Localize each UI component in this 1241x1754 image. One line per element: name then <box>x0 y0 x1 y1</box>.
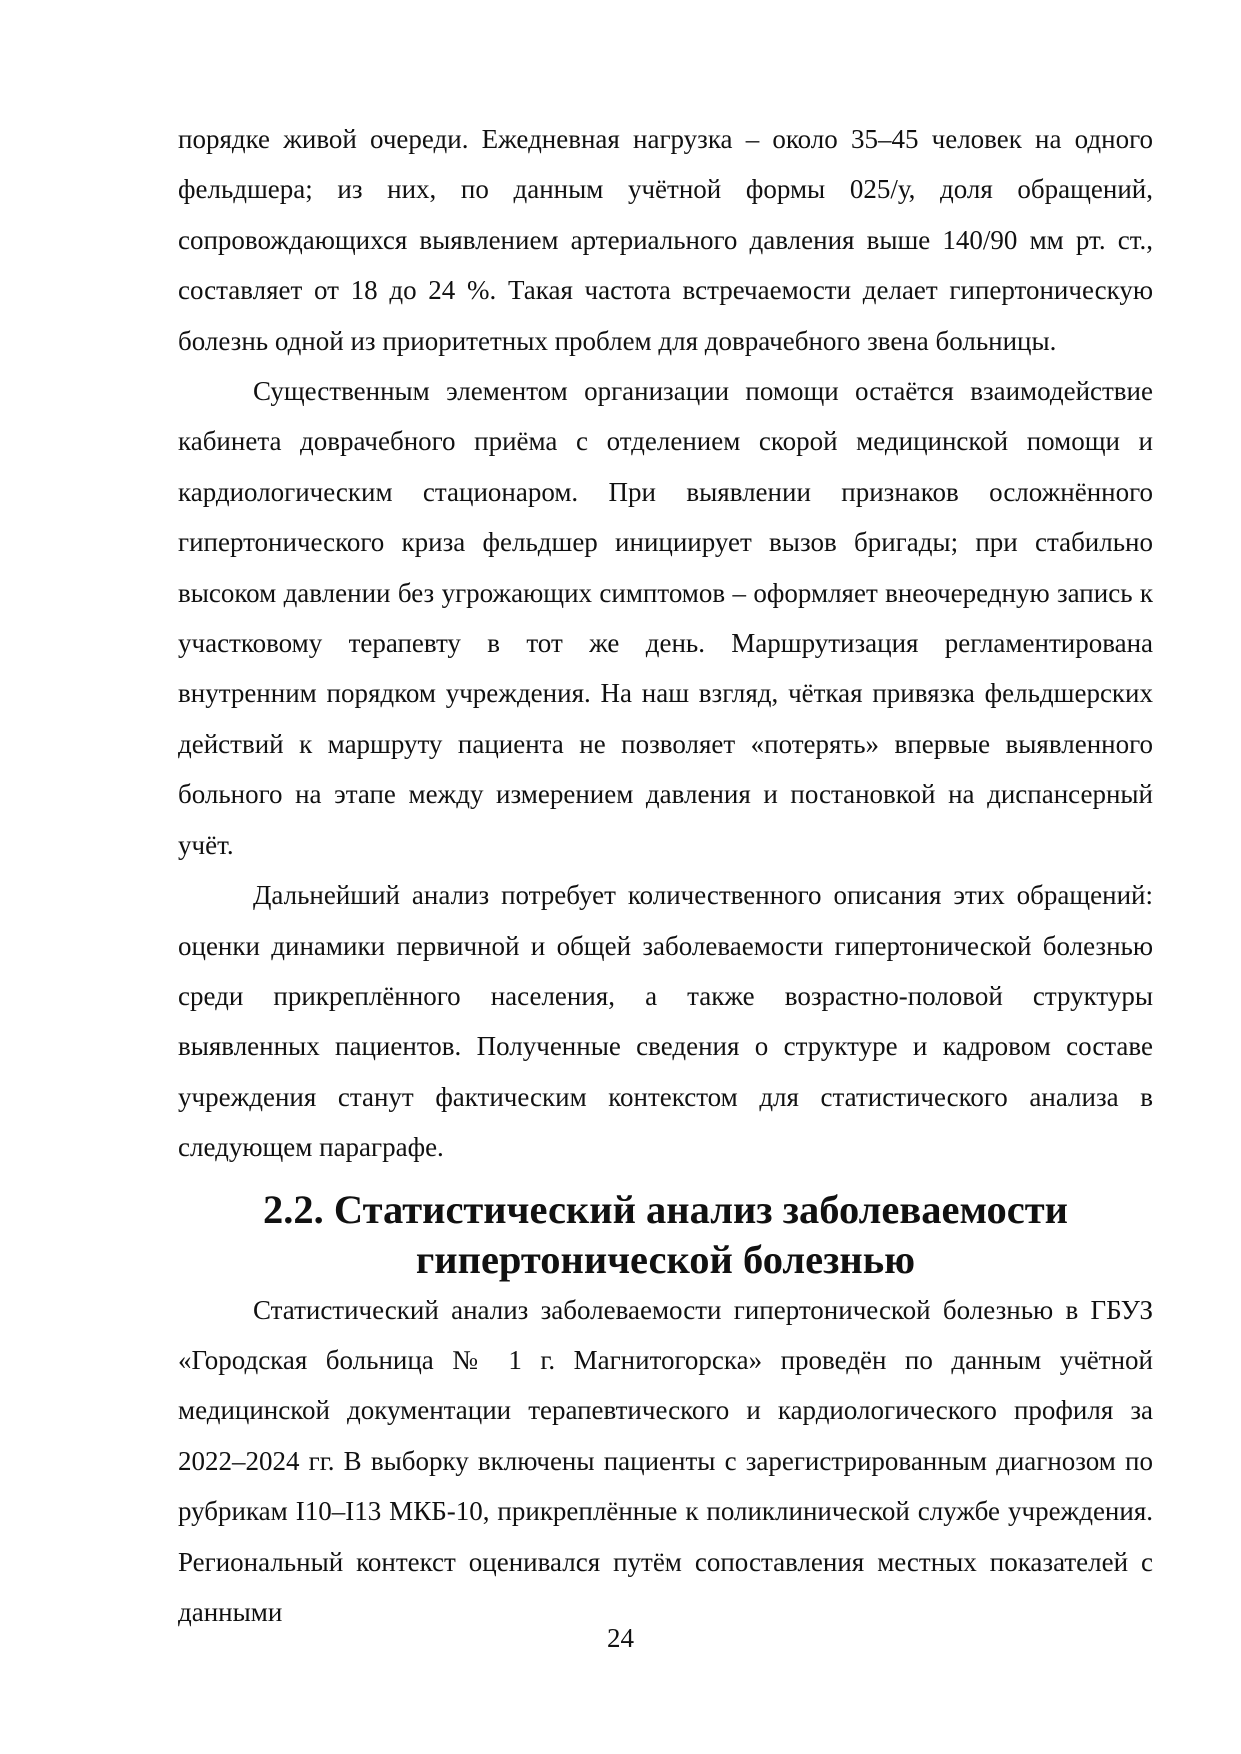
section-paragraph-1: Статистический анализ заболеваемости гипертонической болезнью в ГБУЗ «Городская больница № 1 г. Магнитогорска» проведён по данным учётной медицинской документации терапевтического и кардиологического профиля за 2022–2024 гг. В выборку включены пациенты с зарегистрированным диагнозом по рубрикам I10–I13 МКБ-10, прикреплённые к поликлинической службе учреждения. Региональный контекст оценивался путём сопоставления местных показателей с данными <box>178 1294 1153 1627</box>
paragraph-3: Дальнейший анализ потребует количественного описания этих обращений: оценки динамики первичной и общей заболеваемости гипертонической болезнью среди прикреплённого населения, а также возрастно-половой структуры выявленных пациентов. Полученные сведения о структуре и кадровом составе учреждения станут фактическим контекстом для статистического анализа в следующем параграфе. <box>178 880 1153 1163</box>
document-page <box>178 114 1153 1637</box>
page-number: 24 <box>607 1623 634 1653</box>
section-heading: 2.2. Статистический анализ заболеваемости гипертонической болезнью <box>263 1186 1068 1282</box>
paragraph-2: Существенным элементом организации помощи остаётся взаимодействие кабинета доврачебного приёма с отделением скорой медицинской помощи и кардиологическим стационаром. При выявлении признаков осложнённого гипертонического криза фельдшер инициирует вызов бригады; при стабильно высоком давлении без угрожающих симптомов – оформляет внеочередную запись к участковому терапевту в тот же день. Маршрутизация регламентирована внутренним порядком учреждения. На наш взгляд, чёткая привязка фельдшерских действий к маршруту пациента не позволяет «потерять» впервые выявленного больного на этапе между измерением давления и постановкой на диспансерный учёт. <box>178 376 1153 860</box>
paragraph-1: порядке живой очереди. Ежедневная нагрузка – около 35–45 человек на одного фельдшера; из них, по данным учётной формы 025/у, доля обращений, сопровождающихся выявлением артериального давления выше 140/90 мм рт. ст., составляет от 18 до 24 %. Такая частота встречаемости делает гипертоническую болезнь одной из приоритетных проблем для доврачебного звена больницы. <box>178 124 1153 356</box>
